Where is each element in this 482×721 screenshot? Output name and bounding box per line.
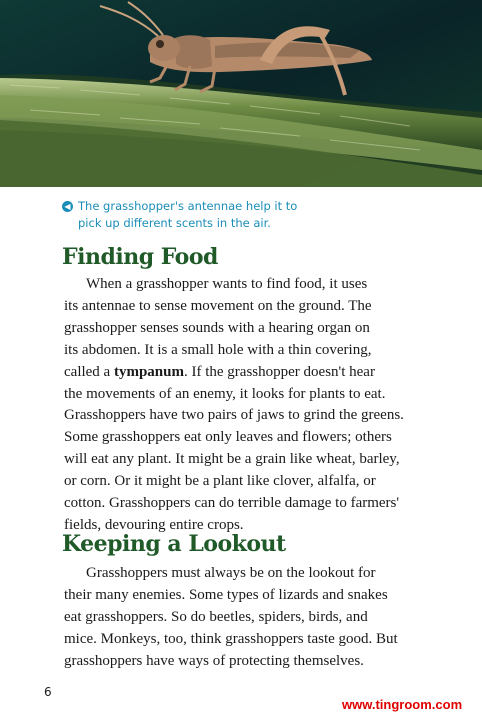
circle-arrow-icon: ◀ bbox=[62, 201, 73, 212]
glossary-term-tympanum: tympanum bbox=[113, 363, 184, 380]
caption-line: The grasshopper's antennae help it to bbox=[78, 199, 298, 213]
paragraph-line: grasshoppers have ways of protecting themselves. bbox=[64, 652, 364, 669]
paragraph-line: cotton. Grasshoppers can do terrible damage to farmers' bbox=[64, 495, 400, 512]
paragraph-line: When a grasshopper wants to find food, it uses bbox=[86, 276, 368, 292]
section-heading-finding-food: Finding Food bbox=[62, 244, 218, 270]
finding-food-paragraph bbox=[64, 274, 424, 537]
section-heading-keeping-a-lookout: Keeping a Lookout bbox=[62, 531, 286, 557]
paragraph-line: their many enemies. Some types of lizards and snakes bbox=[64, 586, 388, 603]
text-run: . If the grasshopper doesn't hear bbox=[183, 363, 375, 380]
grasshopper-photo bbox=[0, 0, 482, 187]
paragraph-line-with-term bbox=[64, 362, 424, 384]
paragraph-line: its abdomen. It is a small hole with a thin covering, bbox=[64, 341, 372, 358]
paragraph-line: its antennae to sense movement on the ground. The bbox=[64, 297, 372, 314]
paragraph-line: fields, devouring entire crops. bbox=[64, 516, 244, 533]
paragraph-line: or corn. Or it might be a plant like clover, alfalfa, or bbox=[64, 473, 376, 490]
page-number: 6 bbox=[44, 685, 52, 699]
keeping-a-lookout-paragraph bbox=[64, 563, 424, 673]
paragraph-line: grasshopper senses sounds with a hearing organ on bbox=[64, 319, 370, 336]
paragraph-line: Grasshoppers have two pairs of jaws to grind the greens. bbox=[64, 407, 404, 424]
paragraph-line: the movements of an enemy, it looks for plants to eat. bbox=[64, 385, 386, 402]
paragraph-line: Some grasshoppers eat only leaves and flowers; others bbox=[64, 429, 392, 446]
paragraph-line: eat grasshoppers. So do beetles, spiders, birds, and bbox=[64, 608, 368, 625]
paragraph-line: mice. Monkeys, too, think grasshoppers taste good. But bbox=[64, 630, 398, 647]
grasshopper-illustration bbox=[0, 0, 482, 187]
photo-caption bbox=[62, 198, 322, 232]
watermark-link[interactable]: www.tingroom.com bbox=[342, 697, 463, 712]
text-run: called a bbox=[64, 363, 114, 380]
caption-line: pick up different scents in the air. bbox=[78, 216, 271, 230]
paragraph-line: Grasshoppers must always be on the lookout for bbox=[86, 565, 376, 581]
paragraph-line: will eat any plant. It might be a grain like wheat, barley, bbox=[64, 451, 400, 468]
